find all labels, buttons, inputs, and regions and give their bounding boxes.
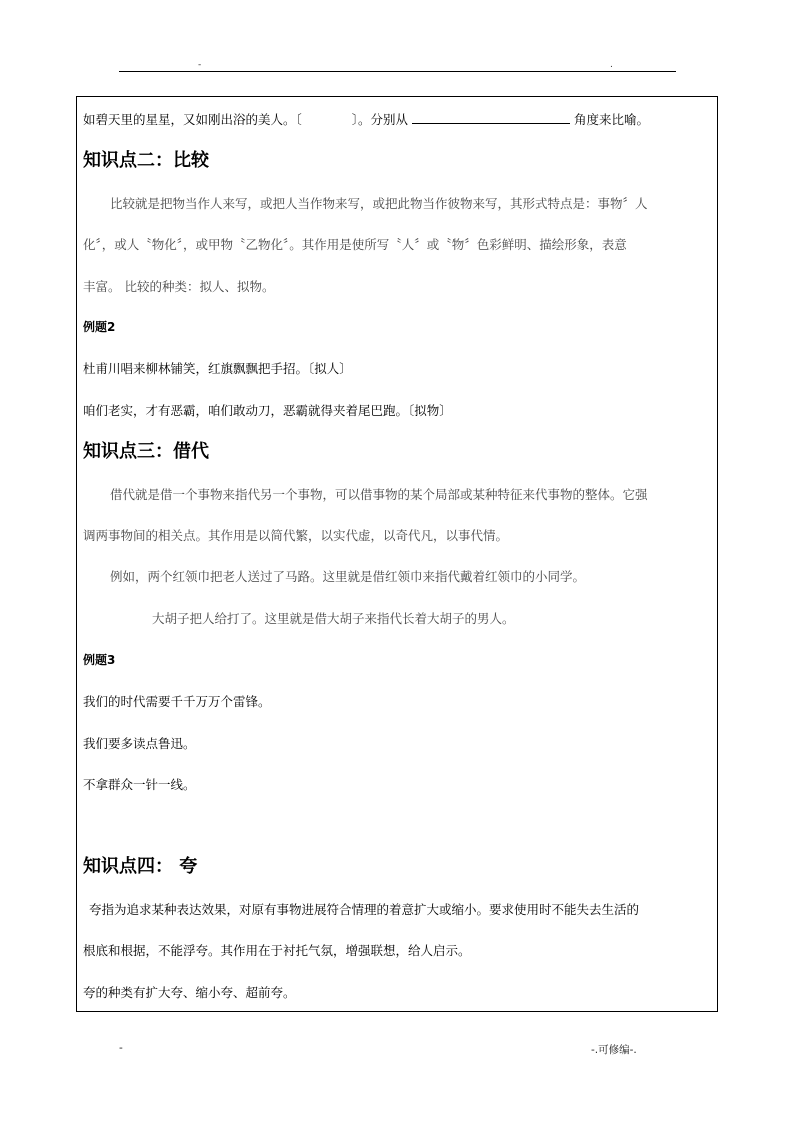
paragraph-3b: 调两事物间的相关点。其作用是以简代繁，以实代虚，以奇代凡，以事代情。 xyxy=(83,528,509,543)
exercise-text-a: 如碧天里的星星，又如刚出浴的美人。〔 〕。分别从 xyxy=(83,112,409,127)
paragraph-4a: 夸指为追求某种表达效果，对原有事物进展符合情理的着意扩大或缩小。要求使用时不能失去生活的 xyxy=(89,902,640,917)
example-3-line-1: 我们的时代需要千千万万个雷锋。 xyxy=(83,694,271,709)
paragraph-2a: 比较就是把物当作人来写，或把人当作物来写，或把此物当作彼物来写，其形式特点是：事物〞人 xyxy=(110,196,648,211)
exercise-text-b: 角度来比喻。 xyxy=(574,112,650,127)
example-2-line-1: 杜甫川唱来柳林铺笑，红旗飘飘把手招。〔拟人〕 xyxy=(83,361,352,376)
heading-point-3: 知识点三：借代 xyxy=(83,441,209,462)
paragraph-3c: 例如，两个红领巾把老人送过了马路。这里就是借红领巾来指代戴着红领巾的小同学。 xyxy=(110,569,586,584)
example-2-label: 例题2 xyxy=(83,320,116,334)
paragraph-2b: 化〞，或人〝物化〞，或甲物〝乙物化〞。其作用是使所写〝人〞或〝物〞色彩鲜明、描绘形象，表意 xyxy=(83,237,627,252)
heading-point-4: 知识点四： 夸 xyxy=(83,856,198,877)
heading-point-2: 知识点二：比较 xyxy=(83,150,209,171)
exercise-line-1 xyxy=(83,112,649,128)
example-3-label: 例题3 xyxy=(83,653,116,667)
paragraph-3d: 大胡子把人给打了。这里就是借大胡子来指代长着大胡子的男人。 xyxy=(152,611,515,626)
example-3-line-3: 不拿群众一针一线。 xyxy=(83,777,196,792)
paragraph-4b: 根底和根据，不能浮夸。其作用在于衬托气氛，增强联想，给人启示。 xyxy=(83,943,471,958)
answer-blank[interactable] xyxy=(412,113,570,124)
header-right-mark: . xyxy=(610,60,613,70)
header-rule xyxy=(119,71,676,72)
footer-left-mark: - xyxy=(119,1042,123,1054)
example-3-line-2: 我们要多读点鲁迅。 xyxy=(83,736,196,751)
example-2-line-2: 咱们老实，才有恶霸，咱们敢动刀，恶霸就得夹着尾巴跑。〔拟物〕 xyxy=(83,403,452,418)
footer-editable-note: -.可修编-. xyxy=(591,1044,637,1056)
paragraph-2c: 丰富。 比较的种类：拟人、拟物。 xyxy=(83,279,275,294)
header-left-mark: - xyxy=(198,60,202,70)
paragraph-3a: 借代就是借一个事物来指代另一个事物，可以借事物的某个局部或某种特征来代事物的整体。它强 xyxy=(110,487,648,502)
paragraph-4c: 夸的种类有扩大夸、缩小夸、超前夸。 xyxy=(83,985,296,1000)
